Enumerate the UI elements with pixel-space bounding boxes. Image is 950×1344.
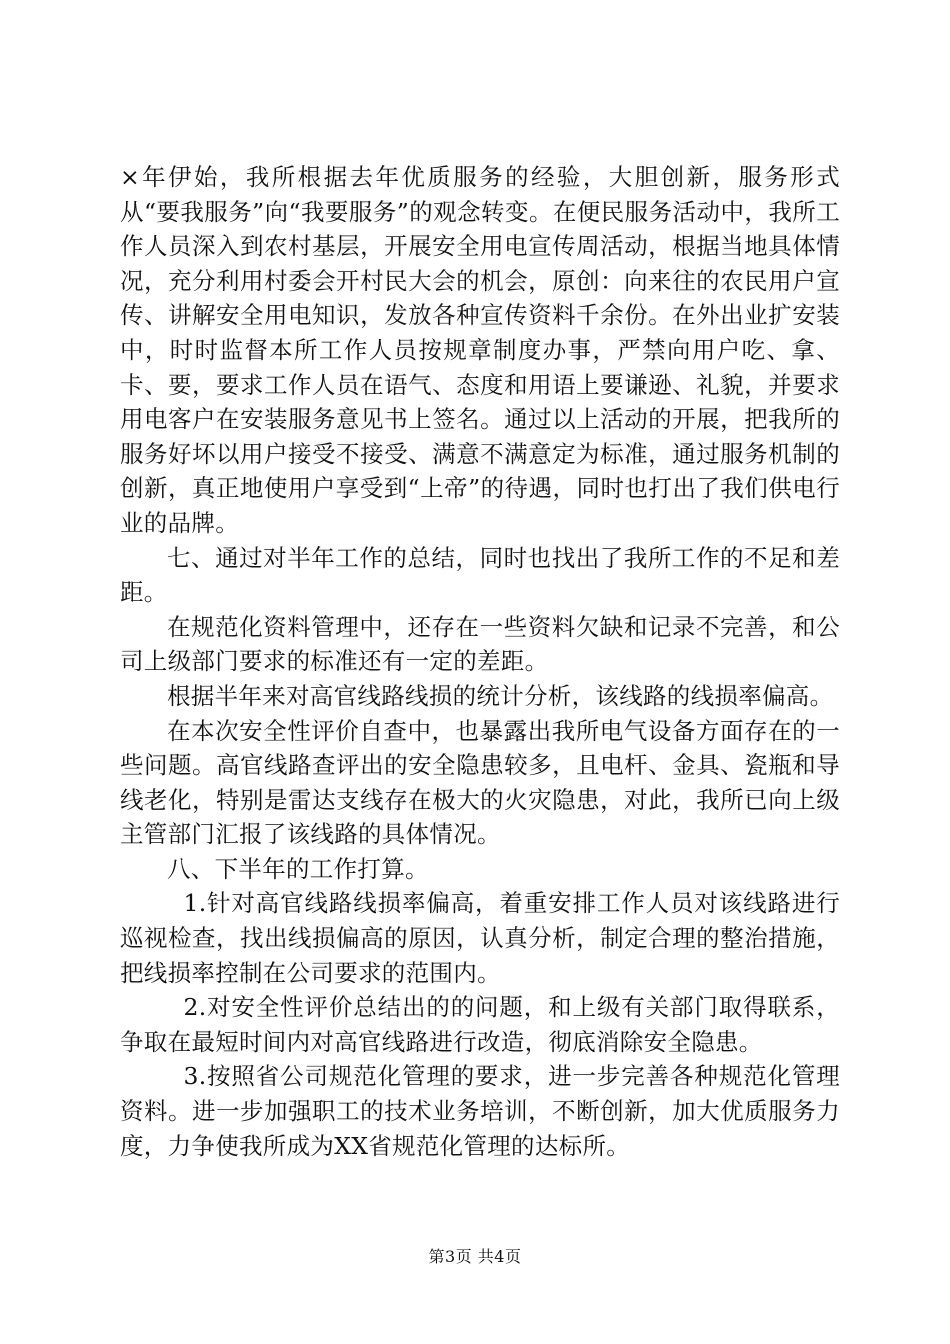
paragraph-safety-evaluation: 在本次安全性评价自查中，也暴露出我所电气设备方面存在的一些问题。高官线路查评出的安全隐患较多，且电杆、金具、瓷瓶和导线老化，特别是雷达支线存在极大的火灾隐患，对此，我所已向上级主管部门汇报了该线路的具体情况。 [120, 716, 840, 849]
paragraph-line-loss-analysis: 根据半年来对高官线路线损的统计分析，该线路的线损率偏高。 [167, 681, 834, 710]
paragraph-section-8-heading: 八、下半年的工作打算。 [167, 854, 429, 883]
paragraph-documentation-gap: 在规范化资料管理中，还存在一些资料欠缺和记录不完善，和公司上级部门要求的标准还有一定的差距。 [120, 612, 840, 676]
document-body [120, 160, 840, 1163]
page-number-footer: 第3页 共4页 [428, 1247, 522, 1266]
list-item-plan-2: 2.对安全性评价总结出的的问题，和上级有关部门取得联系，争取在最短时间内对高官线路进行改造，彻底消除安全隐患。 [120, 993, 840, 1056]
paragraph-service-innovation: ×年伊始，我所根据去年优质服务的经验，大胆创新，服务形式从“要我服务”向“我要服务”的观念转变。在便民服务活动中，我所工作人员深入到农村基层，开展安全用电宣传周活动，根据当地具体情况，充分利用村委会开村民大会的机会，原创：向来往的农民用户宣传、讲解安全用电知识，发放各种宣传资料千余份。在外出业扩安装中，时时监督本所工作人员按规章制度办事，严禁向用户吃、拿、卡、要，要求工作人员在语气、态度和用语上要谦逊、礼貌，并要求用电客户在安装服务意见书上签名。通过以上活动的开展，把我所的服务好坏以用户接受不接受、满意不满意定为标准，通过服务机制的创新，真正地使用户享受到“上帝”的待遇，同时也打出了我们供电行业的品牌。 [120, 163, 840, 537]
list-item-plan-1: 1.针对高官线路线损率偏高，着重安排工作人员对该线路进行巡视检查，找出线损偏高的原因，认真分析，制定合理的整治措施，把线损率控制在公司要求的范围内。 [120, 889, 840, 987]
paragraph-section-7-heading: 七、通过对半年工作的总结，同时也找出了我所工作的不足和差距。 [120, 543, 840, 607]
list-item-plan-3: 3.按照省公司规范化管理的要求，进一步完善各种规范化管理资料。进一步加强职工的技术业务培训，不断创新，加大优质服务力度，力争使我所成为XX省规范化管理的达标所。 [120, 1062, 840, 1160]
